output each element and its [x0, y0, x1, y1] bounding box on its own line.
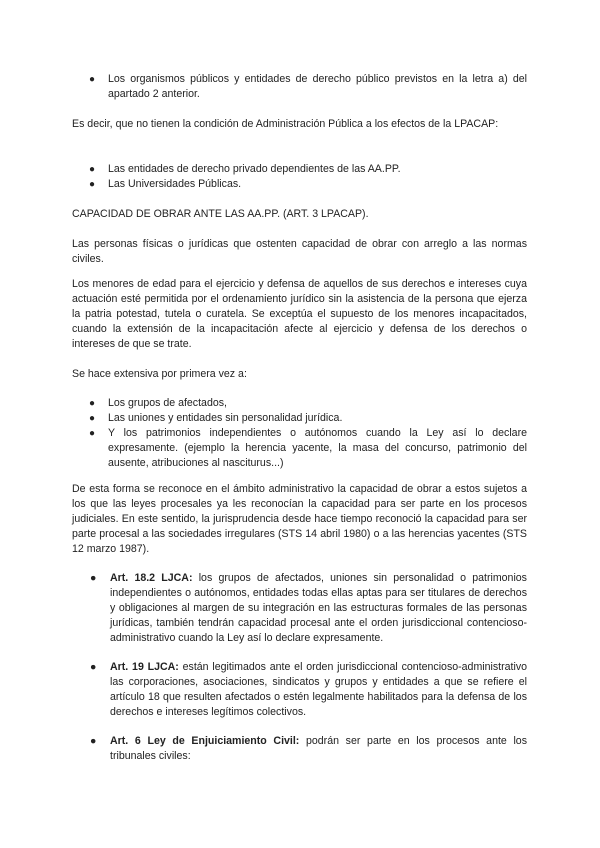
bullet-icon: ●: [90, 735, 97, 747]
article-item: [90, 734, 527, 764]
section-heading: CAPACIDAD DE OBRAR ANTE LAS AA.PP. (ART. 3 LPACAP).: [72, 208, 369, 220]
article-label: Art. 6 Ley de Enjuiciamiento Civil:: [110, 735, 300, 747]
paragraph-menores: Los menores de edad para el ejercicio y defensa de aquellos de sus derechos e intereses cuya actuación esté permitida por el ordenamiento jurídico sin la asistencia de la persona que ejerza la patria potestad, tutela o curatela. Se exceptúa el supuesto de los menores incapacitados, cuando la extensión de la incapacitación afecte al ejercicio y defensa de los derechos o intereses de que se trate.: [72, 278, 527, 350]
list-item: ● Las Universidades Públicas.: [89, 178, 242, 190]
list-item: ● Y los patrimonios independientes o autónomos cuando la Ley así lo declare expresamente. (ejemplo la herencia yacente, la masa del concurso, patrimonio del ausente, atribuciones al nasciturus...): [89, 427, 527, 469]
paragraph-reconocimiento: De esta forma se reconoce en el ámbito administrativo la capacidad de obrar a estos sujetos a los que las leyes procesales ya les reconocían la capacidad para ser parte en los procesos judiciales. En este sentido, la jurisprudencia desde hace tiempo reconoció la capacidad para ser parte procesal a las sociedades irregulares (STS 14 abril 1980) o a las herencias yacentes (STS 12 marzo 1987).: [72, 483, 527, 555]
article-label: Art. 18.2 LJCA:: [110, 572, 193, 584]
bullet-icon: ●: [89, 164, 96, 175]
list-item: ● Las entidades de derecho privado dependientes de las AA.PP.: [89, 163, 401, 175]
article-item: [90, 660, 527, 720]
list-item: ● Las uniones y entidades sin personalidad jurídica.: [89, 412, 343, 424]
article-text: los grupos de afectados, uniones sin personalidad o patrimonios independientes o autónomos, entidades todas ellas aptas para ser titulares de derechos y obligaciones al margen de su integración en las estructuras formales de las personas jurídicas, también tendrán capacidad procesal ante el orden jurisdiccional contencioso-administrativo cuando la Ley así lo declare expresamente.: [110, 572, 527, 644]
bullet-icon: ●: [90, 661, 97, 673]
list-sujetos: [72, 396, 527, 471]
bullet-icon: ●: [89, 74, 96, 85]
article-text: podrán ser parte en los procesos ante los tribunales civiles:: [110, 735, 527, 762]
article-label: Art. 19 LJCA:: [110, 661, 179, 673]
paragraph-personas: Las personas físicas o jurídicas que ostenten capacidad de obrar con arreglo a las normas civiles.: [72, 238, 527, 265]
list-item: ● Los organismos públicos y entidades de derecho público previstos en la letra a) del apartado 2 anterior.: [89, 73, 527, 100]
list-organismos: [72, 72, 527, 102]
bullet-icon: ●: [89, 428, 96, 439]
bullet-icon: ●: [89, 398, 96, 409]
paragraph-es-decir: Es decir, que no tienen la condición de Administración Pública a los efectos de la LPACAP:: [72, 118, 499, 130]
bullet-icon: ●: [90, 572, 97, 584]
paragraph-extensiva: Se hace extensiva por primera vez a:: [72, 368, 247, 380]
bullet-icon: ●: [89, 413, 96, 424]
bullet-icon: ●: [89, 179, 96, 190]
list-item: ● Los grupos de afectados,: [89, 397, 227, 409]
list-entidades: [72, 162, 527, 192]
article-text: están legitimados ante el orden jurisdiccional contencioso-administrativo las corporaciones, asociaciones, sindicatos y grupos y entidades a que se refiere el artículo 18 que resulten afectados o estén legalmente habilitados para la defensa de los derechos e intereses legítimos colectivos.: [110, 661, 528, 718]
article-item: [90, 571, 527, 646]
